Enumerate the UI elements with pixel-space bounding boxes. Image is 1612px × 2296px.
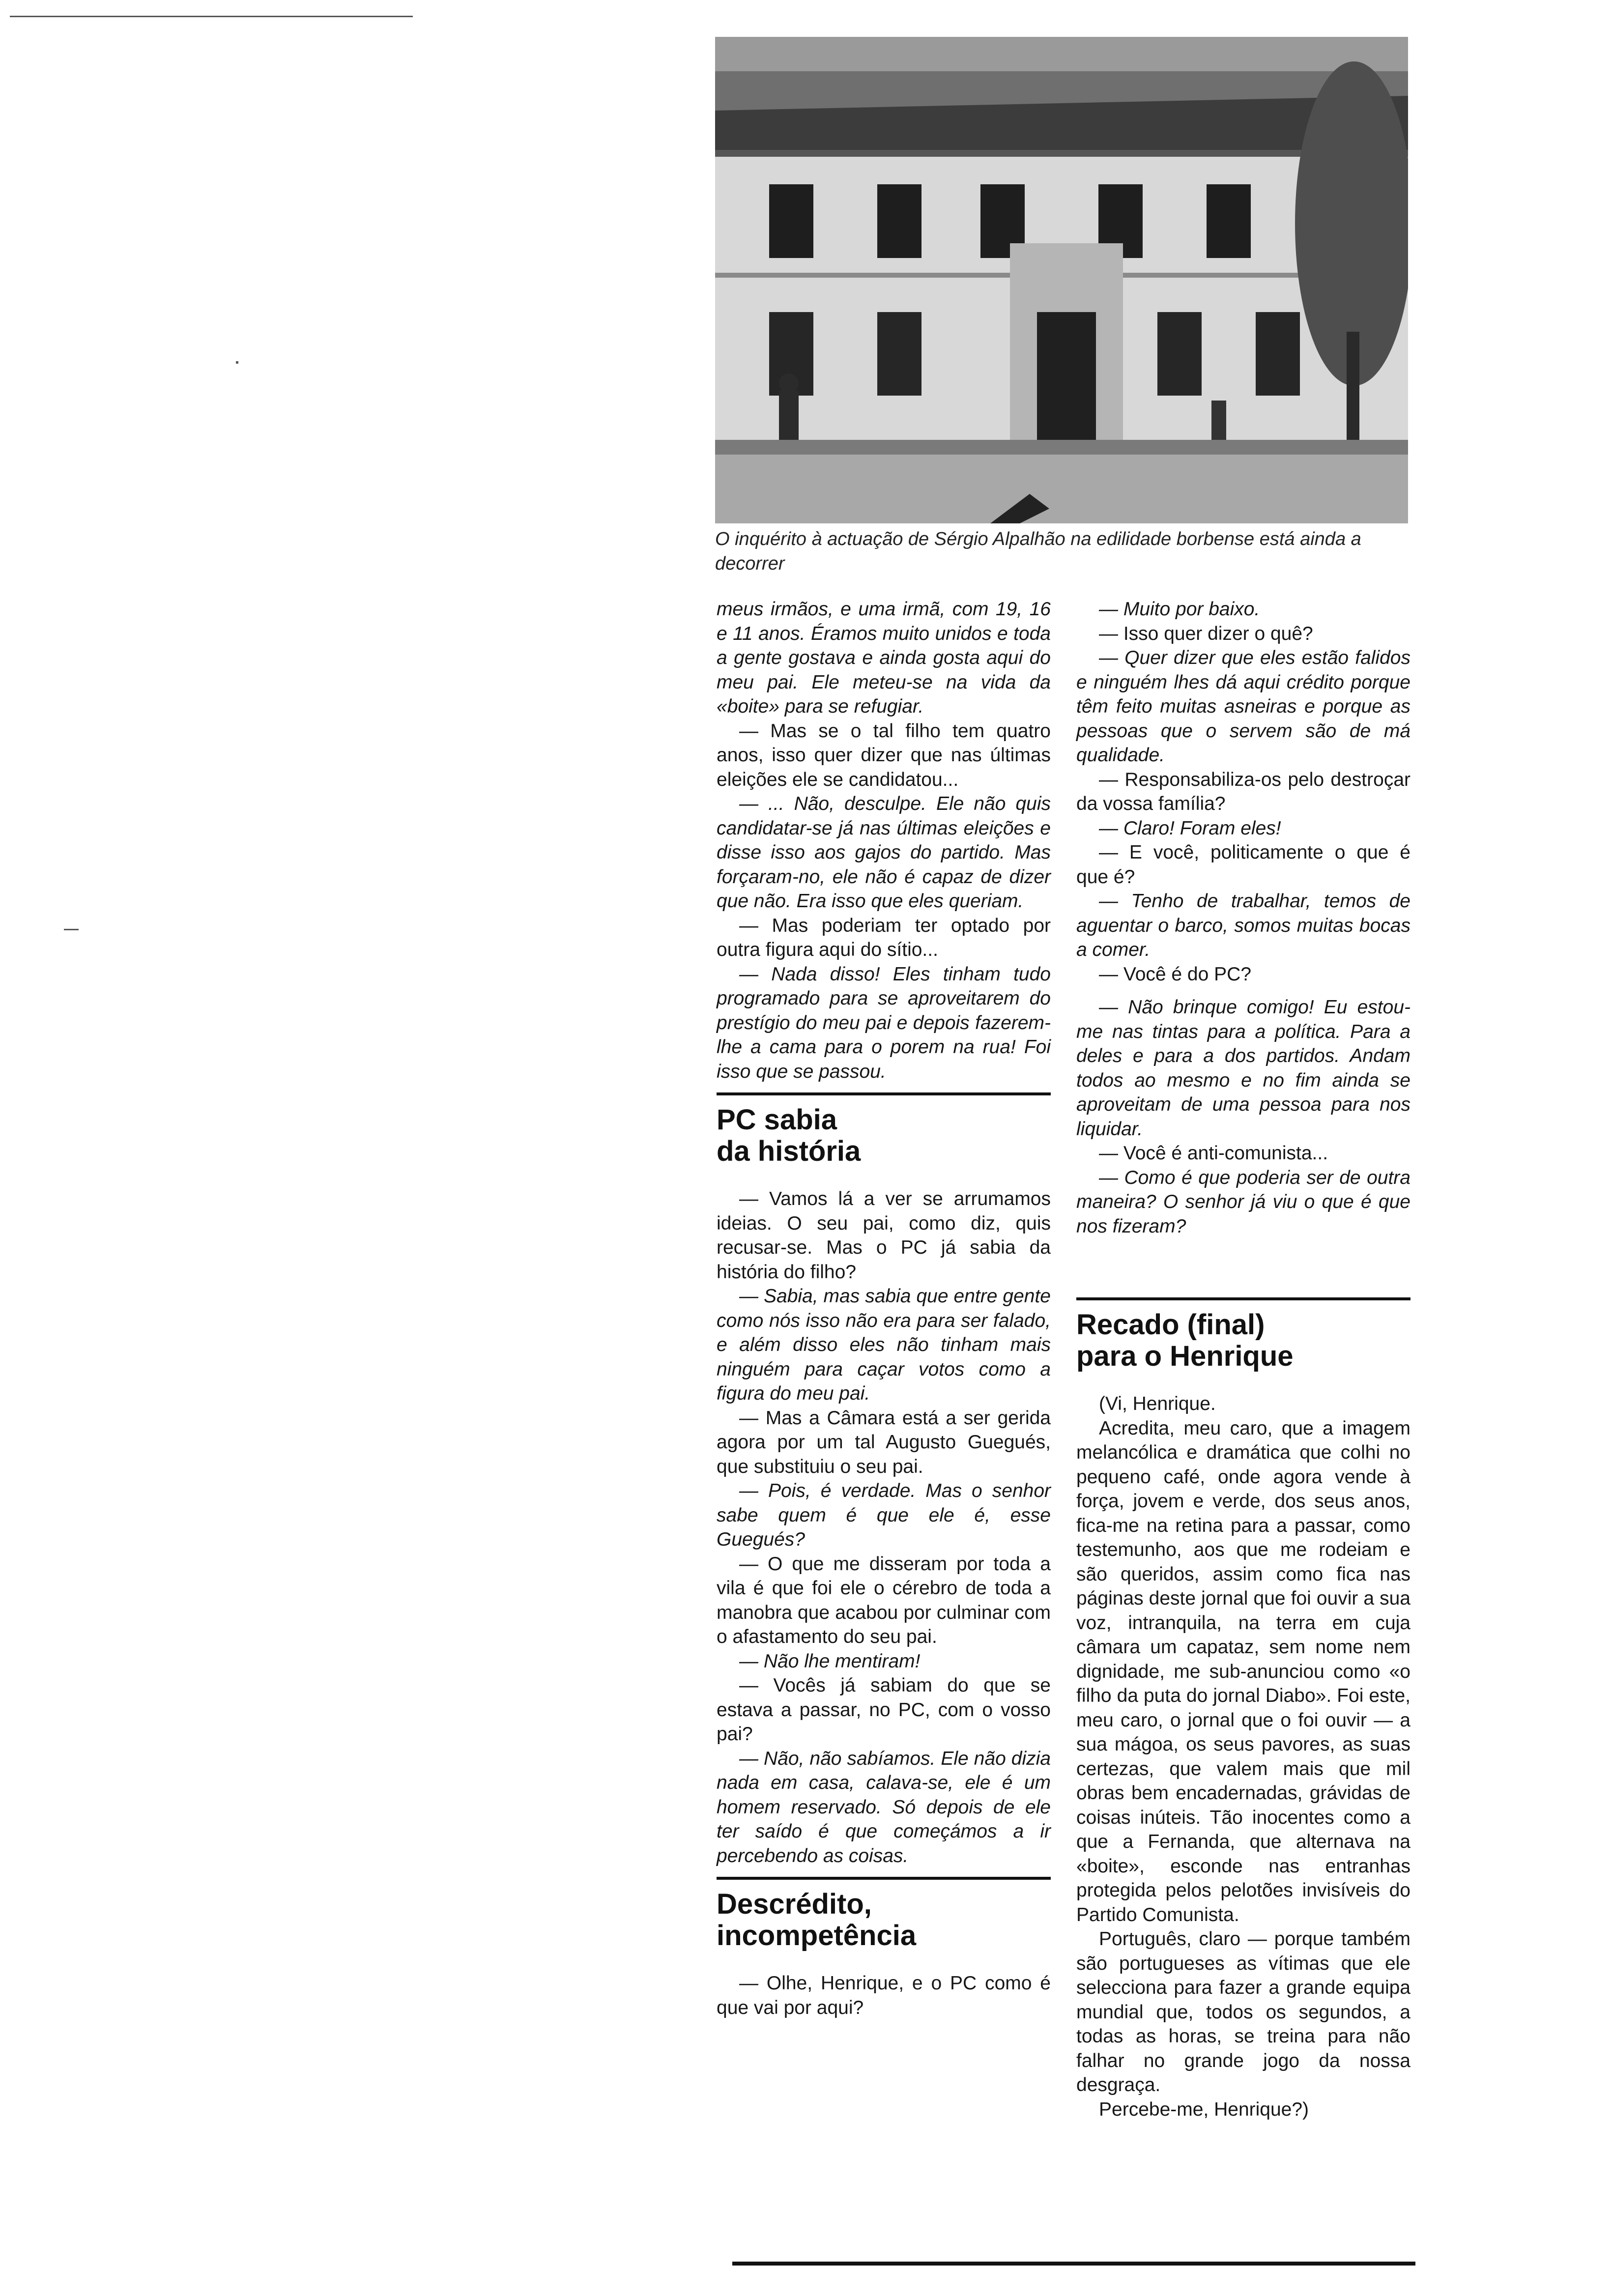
paragraph: — ... Não, desculpe. Ele não quis candidatar-se já nas últimas eleições e disse isso aos gajos do partido. Mas forçaram-no, ele não é capaz de dizer que não. Era isso que eles queriam. <box>717 793 1051 912</box>
paragraph: — Claro! Foram eles! <box>1099 817 1281 839</box>
section-heading <box>717 1889 1051 1952</box>
heading-line: PC sabia <box>717 1104 837 1136</box>
heading-line: Recado (final) <box>1076 1309 1265 1341</box>
paragraph: Português, claro — porque também são portugueses as vítimas que ele selecciona para fazer a grande equipa mundial que, todos os segundos, a todas as horas, se treina para não falhar no grande jogo da nossa desgraça. <box>1076 1928 1410 2095</box>
paragraph: — Não, não sabíamos. Ele não dizia nada em casa, calava-se, ele é um homem reservado. Só depois de ele ter saído é que começámos a ir percebendo as coisas. <box>717 1748 1051 1866</box>
article-column-left <box>717 597 1051 2020</box>
paragraph: — Muito por baixo. <box>1099 599 1260 620</box>
paragraph: — Mas a Câmara está a ser gerida agora por um tal Augusto Guegués, que substituiu o seu pai. <box>717 1407 1051 1477</box>
heading-line: Descrédito, <box>717 1888 872 1920</box>
section-heading <box>717 1104 1051 1167</box>
paragraph: — Sabia, mas sabia que entre gente como nós isso não era para ser falado, e além disso eles não tinham mais ninguém para caçar votos como a figura do meu pai. <box>717 1286 1051 1404</box>
paragraph: — Não lhe mentiram! <box>739 1650 921 1672</box>
paragraph: Acredita, meu caro, que a imagem melancólica e dramática que colhi no pequeno café, onde agora vende à força, jovem e verde, dos seus anos, fica-me na retina para a passar, como testemunho, aos que me rodeiam e são queridos, assim como fica nas páginas deste jornal que foi ouvir a sua voz, intranquila, na terra em cuja câmara um capataz, sem nome nem dignidade, me sub-anunciou como «o filho da puta do jornal Diabo». Foi este, meu caro, o jornal que o foi ouvir — a sua mágoa, os seus pavores, as suas certezas, que valem mais que mil obras bem encadernadas, grávidas de coisas inúteis. Tão inocentes como a que a Fernanda, que alternava na «boite», esconde nas entranhas protegida pelos pelotões invisíveis do Partido Comunista. <box>1076 1417 1410 1925</box>
scan-mark-margin <box>64 929 79 930</box>
paragraph: — Olhe, Henrique, e o PC como é que vai por aqui? <box>717 1973 1051 2018</box>
paragraph: — Mas se o tal filho tem quatro anos, isso quer dizer que nas últimas eleições ele se candidatou... <box>717 720 1051 790</box>
paragraph: meus irmãos, e uma irmã, com 19, 16 e 11 anos. Éramos muito unidos e toda a gente gostava e ainda gosta aqui do meu pai. Ele meteu-se na vida da «boite» para se refugiar. <box>717 599 1051 717</box>
photo-caption: O inquérito à actuação de Sérgio Alpalhão na edilidade borbense está ainda a decorrer <box>715 529 1361 574</box>
paragraph: — Responsabiliza-os pelo destroçar da vossa família? <box>1076 769 1410 814</box>
paragraph: — Nada disso! Eles tinham tudo programado para se aproveitarem do prestígio do meu pai e depois fazerem-lhe a cama para o porem na rua! Foi isso que se passou. <box>717 963 1051 1082</box>
section-paragraphs <box>1076 597 1410 986</box>
paragraph: — Tenho de trabalhar, temos de aguentar o barco, somos muitas bocas a comer. <box>1076 890 1410 960</box>
recado-paragraphs <box>1076 1392 1410 2122</box>
section-heading <box>1076 1309 1410 1372</box>
town-hall-illustration <box>715 37 1408 523</box>
paragraph: — Vocês já sabiam do que se estava a passar, no PC, com o vosso pai? <box>717 1675 1051 1745</box>
paragraph: — Mas poderiam ter optado por outra figura aqui do sítio... <box>717 915 1051 960</box>
paragraph: — Você é do PC? <box>1099 963 1252 985</box>
paragraph: — Não brinque comigo! Eu estou-me nas tintas para a política. Para a deles e para a dos partidos. Andam todos ao mesmo e no fim ainda se aproveitam de uma pessoa para nos liquidar. <box>1076 997 1410 1140</box>
paragraph: — E você, politicamente o que é que é? <box>1076 842 1410 888</box>
heading-line: incompetência <box>717 1920 917 1952</box>
paragraph: — Como é que poderia ser de outra maneira? O senhor já viu o que é que nos fizeram? <box>1076 1167 1410 1237</box>
paragraph: — O que me disseram por toda a vila é que foi ele o cérebro de toda a manobra que acabou por culminar com o afastamento do seu pai. <box>717 1553 1051 1647</box>
scan-dot <box>236 361 238 364</box>
intro-paragraphs <box>717 597 1051 1084</box>
heading-line: da história <box>717 1135 861 1167</box>
section-paragraphs <box>1076 995 1410 1238</box>
news-photo <box>715 37 1408 523</box>
paragraph: Percebe-me, Henrique?) <box>1099 2098 1309 2120</box>
heading-line: para o Henrique <box>1076 1340 1294 1372</box>
article-column-right <box>1076 597 1410 2122</box>
paragraph: — Isso quer dizer o quê? <box>1099 623 1313 644</box>
paragraph: (Vi, Henrique. <box>1099 1393 1216 1414</box>
section-paragraphs <box>717 1187 1051 1868</box>
bottom-rule <box>732 2262 1415 2266</box>
paragraph: — Vamos lá a ver se arrumamos ideias. O seu pai, como diz, quis recusar-se. Mas o PC já sabia da história do filho? <box>717 1188 1051 1283</box>
paragraph: — Você é anti-comunista... <box>1099 1143 1328 1164</box>
scan-mark-top <box>10 16 413 17</box>
paragraph: — Quer dizer que eles estão falidos e ninguém lhes dá aqui crédito porque têm feito muitas asneiras e porque as pessoas que o servem são de má qualidade. <box>1076 647 1410 766</box>
paragraph: — Pois, é verdade. Mas o senhor sabe quem é que ele é, esse Guegués? <box>717 1480 1051 1550</box>
